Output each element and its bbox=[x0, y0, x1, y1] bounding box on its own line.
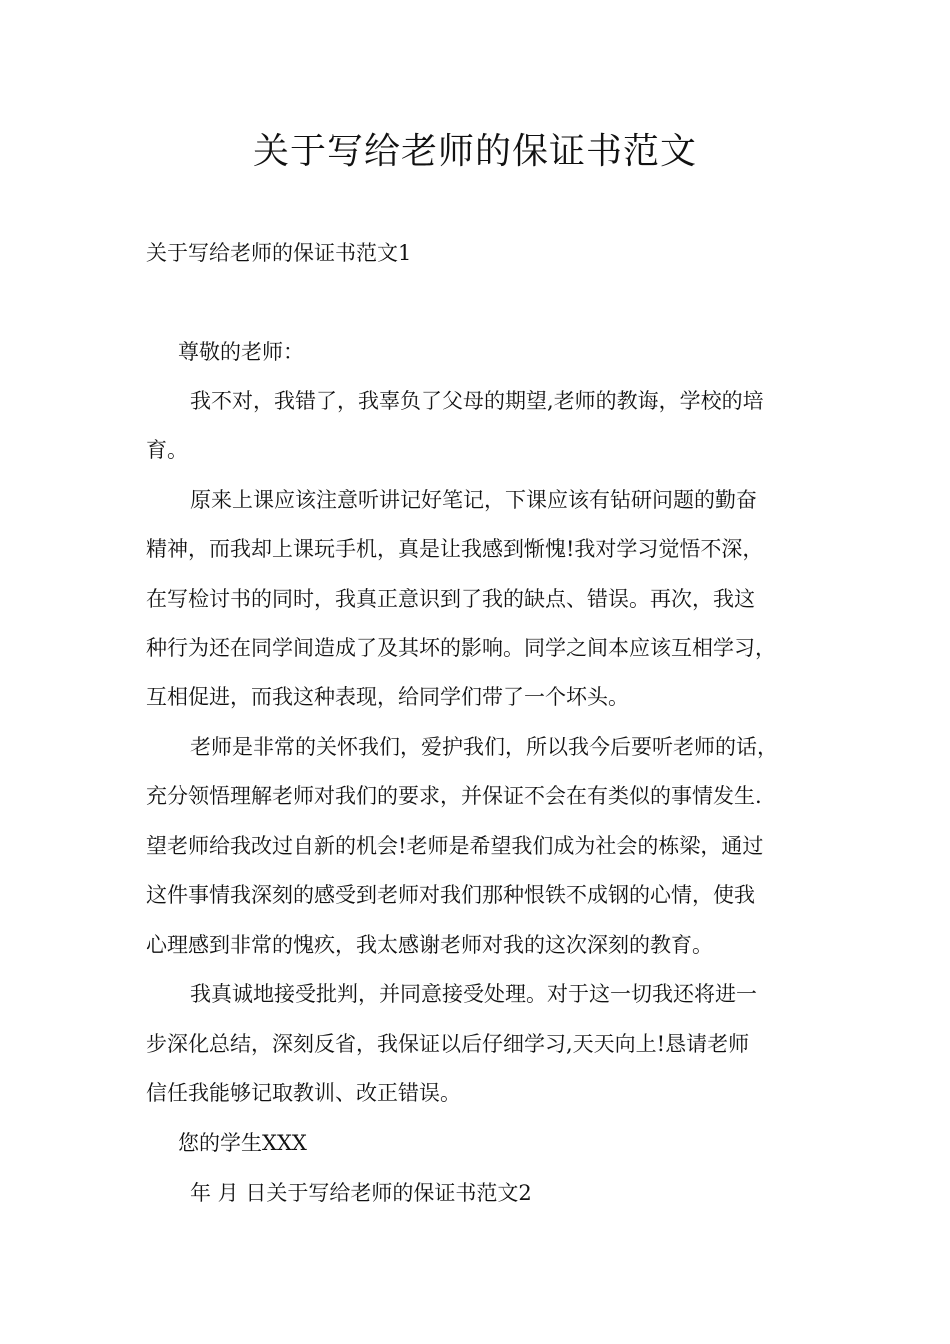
signature: 您的学生XXX bbox=[178, 1131, 307, 1155]
paragraph-line: 互相促进，而我这种表现，给同学们带了一个坏头。 bbox=[146, 685, 629, 709]
paragraph-line: 我不对，我错了，我辜负了父母的期望,老师的教诲，学校的培 bbox=[190, 389, 764, 413]
paragraph-line: 我真诚地接受批判，并同意接受处理。对于这一切我还将进一 bbox=[190, 982, 757, 1006]
paragraph-line: 心理感到非常的愧疚，我太感谢老师对我的这次深刻的教育。 bbox=[146, 933, 713, 957]
paragraph-line: 望老师给我改过自新的机会!老师是希望我们成为社会的栋梁，通过 bbox=[146, 834, 764, 858]
section-heading: 关于写给老师的保证书范文1 bbox=[146, 241, 412, 265]
paragraph-line: 在写检讨书的同时，我真正意识到了我的缺点、错误。再次，我这 bbox=[146, 587, 755, 611]
greeting: 尊敬的老师： bbox=[178, 340, 304, 364]
paragraph-line: 步深化总结，深刻反省，我保证以后仔细学习,天天向上!恳请老师 bbox=[146, 1032, 750, 1056]
paragraph-line: 信任我能够记取教训、改正错误。 bbox=[146, 1081, 461, 1105]
paragraph-line: 育。 bbox=[146, 438, 188, 462]
paragraph-line: 原来上课应该注意听讲记好笔记，下课应该有钻研问题的勤奋 bbox=[190, 488, 757, 512]
paragraph-line: 老师是非常的关怀我们，爱护我们，所以我今后要听老师的话， bbox=[190, 735, 778, 759]
paragraph-line: 精神，而我却上课玩手机，真是让我感到惭愧!我对学习觉悟不深， bbox=[146, 537, 764, 561]
paragraph-line: 种行为还在同学间造成了及其坏的影响。同学之间本应该互相学习， bbox=[146, 636, 776, 660]
document-title: 关于写给老师的保证书范文 bbox=[252, 131, 697, 172]
paragraph-line: 这件事情我深刻的感受到老师对我们那种恨铁不成钢的心情，使我 bbox=[146, 883, 755, 907]
paragraph-line: 充分领悟理解老师对我们的要求，并保证不会在有类似的事情发生. bbox=[146, 784, 762, 808]
date-line: 年 月 日关于写给老师的保证书范文2 bbox=[190, 1181, 532, 1205]
